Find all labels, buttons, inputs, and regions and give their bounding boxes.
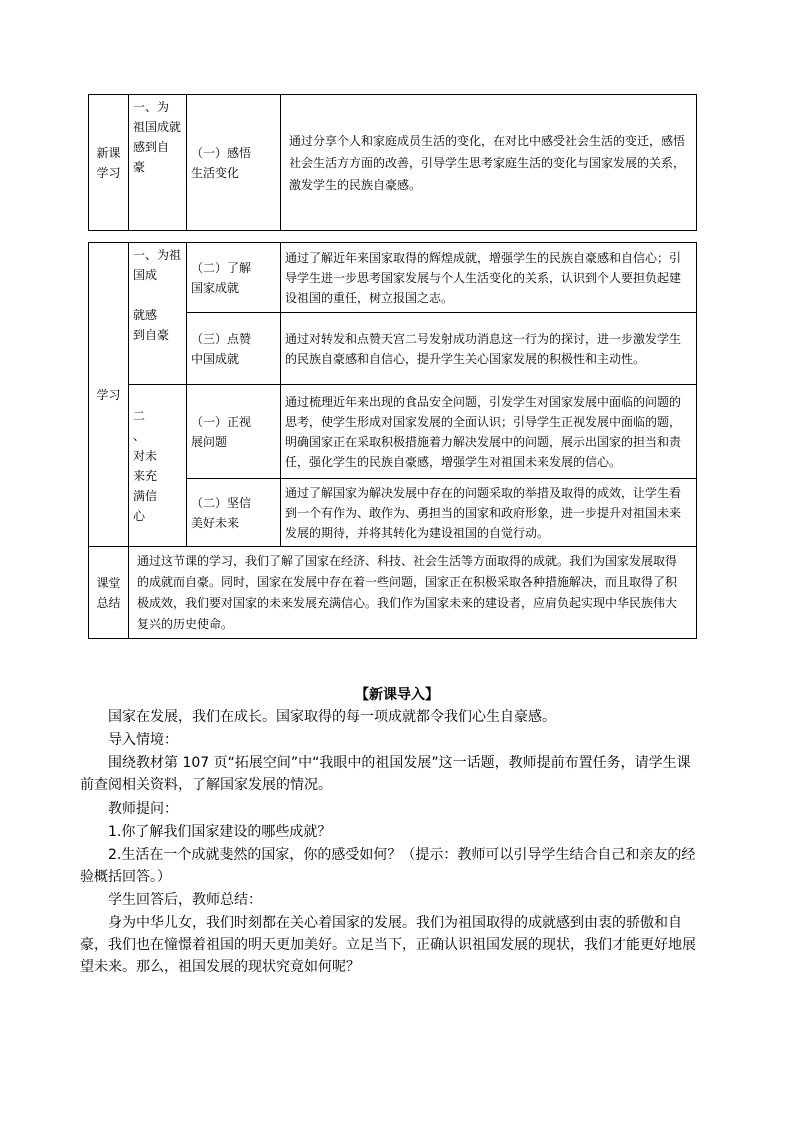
topic-cell: （三）点赞 中国成就 [187,313,281,385]
group-2-title: 二 、 对未 来充 满信 心 [129,385,187,547]
description-cell: 通过了解国家为解决发展中存在的问题采取的举措及取得的成效，让学生看到一个有作为、敢作为、勇担当的国家和政府形象，进一步提升对祖国未来发展的期待，并将其转化为建设祖国的自觉行动。 [281,479,697,547]
description-cell: 通过分享个人和家庭成员生活的变化，在对比中感受社会生活的变迁，感悟社会生活方方面的改善，引导学生思考家庭生活的变化与国家发展的关系，激发学生的民族自豪感。 [281,95,697,231]
paragraph: 导入情境： [108,732,178,748]
lesson-table-2 [88,242,697,639]
topic-cell: （二）了解 国家成就 [187,243,281,313]
lesson-table-1 [88,94,697,231]
group-1-title: 一、为祖 国成 就感 到自豪 [129,243,187,385]
paragraph: 教师提问： [108,801,178,817]
unit-title: 一、为 祖国成就 感到自 豪 [129,95,187,231]
paragraph: 1.你了解我们国家建设的哪些成就？ [108,824,332,840]
paragraph: 身为中华儿女，我们时刻都在关心着国家的发展。我们为祖国取得的成就感到由衷的骄傲和自豪，我们也在憧憬着祖国的明天更加美好。立足当下，正确认识祖国发展的现状，我们才能更好地展望未来。那么，祖国发展的现状究竟如何呢？ [80,915,696,975]
topic-cell: （二）坚信 美好未来 [187,479,281,547]
paragraph: 国家在发展，我们在成长。国家取得的每一项成就都令我们心生自豪感。 [108,709,556,725]
section-label-study: 学习 [89,243,129,547]
summary-text: 通过这节课的学习，我们了解了国家在经济、科技、社会生活等方面取得的成就。我们为国家发展取得的成就而自豪。同时，国家在发展中存在着一些问题，国家正在积极采取各种措施解决，而且取得了积极成效，我们要对国家的未来发展充满信心。我们作为国家未来的建设者，应肩负起实现中华民族伟大复兴的历史使命。 [129,547,697,639]
paragraph: 围绕教材第 107 页“拓展空间”中“我眼中的祖国发展”这一话题，教师提前布置任务，请学生课前查阅相关资料，了解国家发展的情况。 [80,755,691,793]
description-cell: 通过梳理近年来出现的食品安全问题，引发学生对国家发展中面临的问题的思考，使学生形成对国家发展的全面认识；引导学生正视发展中面临的题，明确国家正在采取积极措施着力解决发展中的问题，展示出国家的担当和责任，强化学生的民族自豪感，增强学生对祖国未来发展的信心。 [281,385,697,479]
description-cell: 通过对转发和点赞天宫二号发射成功消息这一行为的探讨，进一步激发学生的民族自豪感和自信心，提升学生关心国家发展的积极性和主动性。 [281,313,697,385]
topic-cell: （一）感悟 生活变化 [187,95,281,231]
section-heading: 【新课导入】 [355,687,439,703]
paragraph: 学生回答后，教师总结： [108,892,262,908]
section-label-summary: 课堂 总结 [89,547,129,639]
description-cell: 通过了解近年来国家取得的辉煌成就，增强学生的民族自豪感和自信心；引导学生进一步思考国家发展与个人生活变化的关系，认识到个人要担负起建设祖国的重任，树立报国之志。 [281,243,697,313]
section-label-new-lesson: 新课 学习 [89,95,129,231]
paragraph: 2.生活在一个成就斐然的国家，你的感受如何？（提示：教师可以引导学生结合自己和亲友的经验概括回答。） [80,847,696,885]
topic-cell: （一）正视 展问题 [187,385,281,479]
